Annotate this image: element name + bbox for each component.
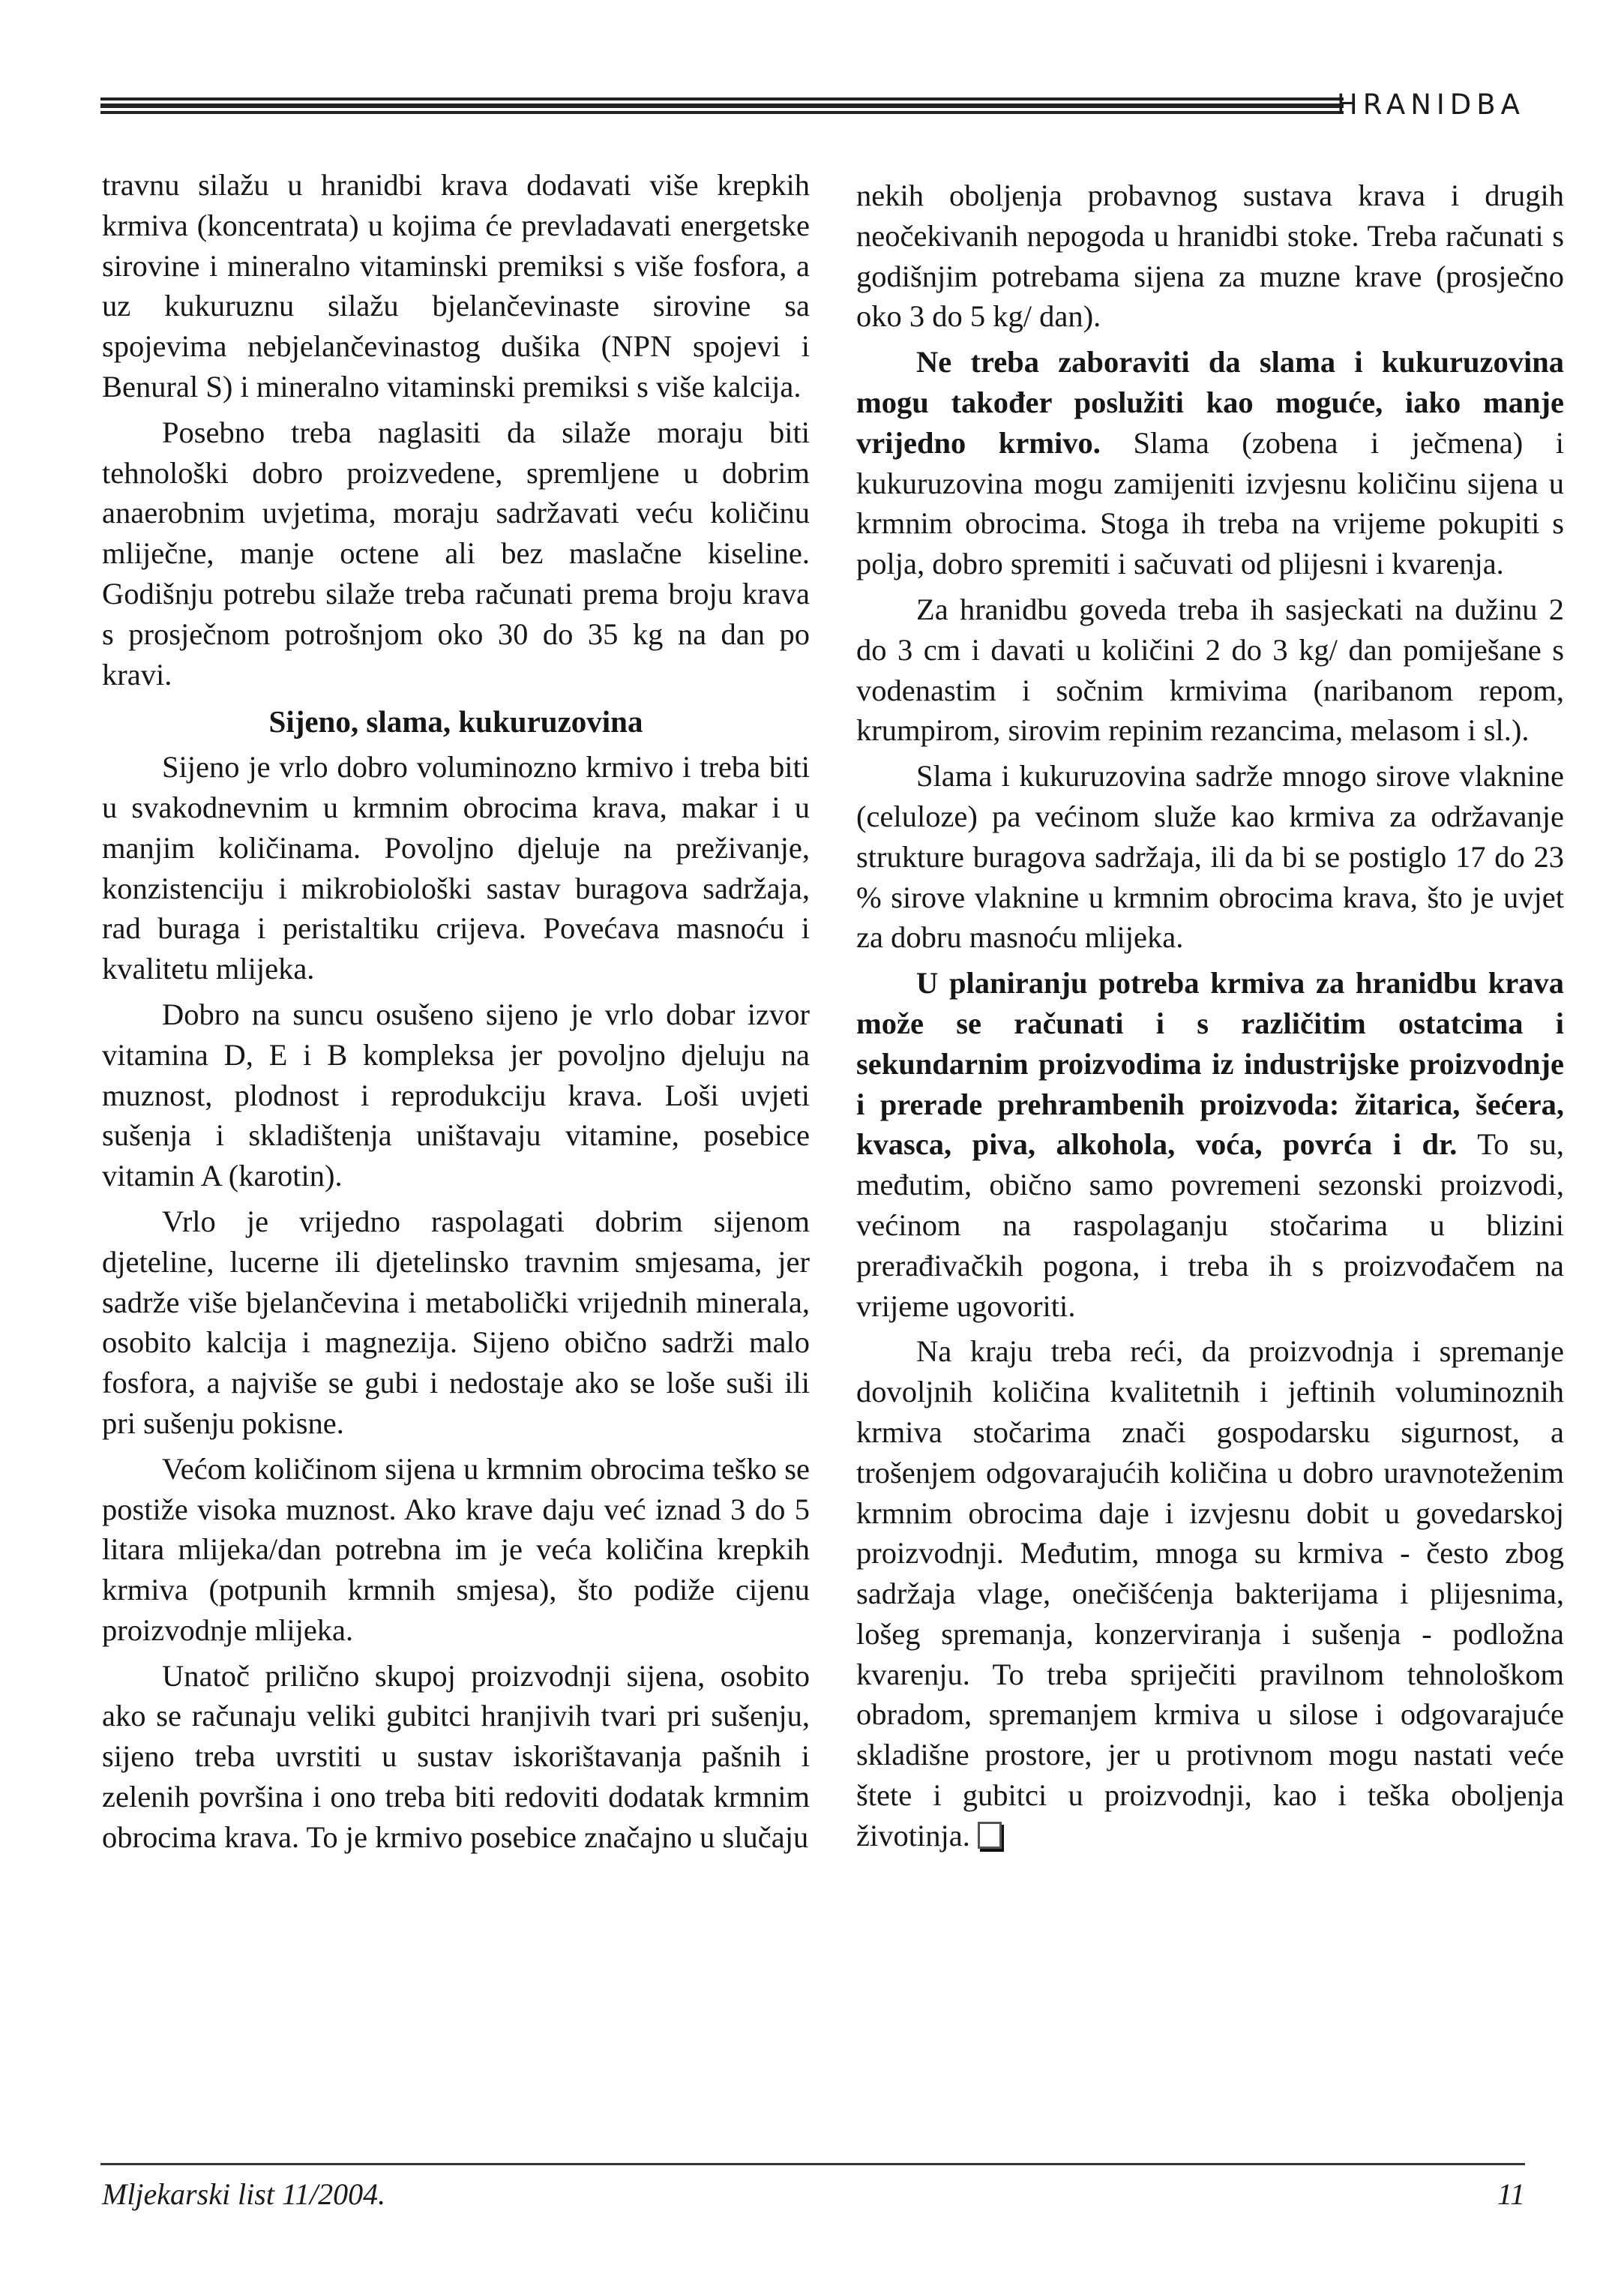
footer-rule: [100, 2163, 1525, 2165]
paragraph: Unatoč prilično skupoj proizvodnji sijena, osobito ako se računaju veliki gubitci hranjivih tvari pri sušenju, sijeno treba uvrstiti u sustav iskorištavanja pašnih i zelenih površina i ono treba biti redoviti dodatak krmnim obrocima krava. To je krmivo posebice značajno u slučaju: [102, 1658, 810, 1854]
paragraph: Vrlo je vrijedno raspolagati dobrim sijenom djeteline, lucerne ili djetelinsko travnim smjesama, jer sadrže više bjelančevina i metabolički vrijednih minerala, osobito kalcija i magnezija. Sijeno obično sadrži malo fosfora, a najviše se gubi i nedostaje ako se loše suši ili pri sušenju pokisne.: [102, 1204, 810, 1440]
bold-lead: Ne treba zaboraviti da slama i kukuruzovina mogu također poslužiti kao moguće, iako manje vrijedno krmivo.: [856, 345, 1564, 460]
end-of-article-icon: [978, 1822, 1002, 1849]
right-column: [856, 176, 1564, 1862]
paragraph: Slama i kukuruzovina sadrže mnogo sirove vlaknine (celuloze) pa većinom služe kao krmiva za održavanje strukture buragova sadržaja, ili da bi se postiglo 17 do 23 % sirove vlaknine u krmnim obrocima krava, što je uvjet za dobru masnoću mlijeka.: [856, 759, 1564, 955]
section-heading: Sijeno, slama, kukuruzovina: [268, 704, 643, 740]
left-column: [102, 165, 810, 1863]
page-header: [100, 88, 1525, 124]
header-rules: [100, 98, 1344, 117]
paragraph: Većom količinom sijena u krmnim obrocima teško se postiže visoka muznost. Ako krave daju već iznad 3 do 5 litara mlijeka/dan potrebna im je veća količina krepkih krmiva (potpunih krmnih smjesa), što podiže cijenu proizvodnje mlijeka.: [102, 1451, 810, 1647]
paragraph-final: [856, 1331, 1564, 1856]
paragraph-emphasis: [856, 342, 1564, 584]
paragraph: nekih oboljenja probavnog sustava krava i drugih neočekivanih nepogoda u hranidbi stoke. Treba računati s godišnjim potrebama sijena za muzne krave (prosječno oko 3 do 5 kg/ dan).: [856, 178, 1564, 334]
paragraph: Dobro na suncu osušeno sijeno je vrlo dobar izvor vitamina D, E i B kompleksa jer povoljno djeluju na muznost, plodnost i reprodukciju krava. Loši uvjeti sušenja i skladištenja uništavaju vitamine, posebice vitamin A (karotin).: [102, 997, 810, 1193]
bold-lead: U planiranju potreba krmiva za hranidbu krava može se računati i s različitim ostatcima i sekundarnim proizvodima iz industrijske proizvodnje i prerade prehrambenih proizvoda: žitarica, šećera, kvasca, piva, alkohola, voća, povrća i dr.: [856, 966, 1564, 1162]
paragraph-text: Slama (zobena i ječmena) i kukuruzovina mogu zamijeniti izvjesnu količinu sijena u krmnim obrocima. Stoga ih treba na vrijeme pokupiti s polja, dobro spremiti i sačuvati od plijesni i kvarenja.: [856, 425, 1565, 581]
paragraph: Za hranidbu goveda treba ih sasjeckati na dužinu 2 do 3 cm i davati u količini 2 do 3 kg/ dan pomiješane s vodenastim i sočnim krmivima (naribanom repom, krumpirom, sirovim repinim rezancima, melasom i sl.).: [856, 592, 1564, 748]
paragraph-text: Na kraju treba reći, da proizvodnja i spremanje dovoljnih količina kvalitetnih i jeftinih voluminoznih krmiva stočarima znači gospodarsku sigurnost, a trošenjem odgovarajućih količina u dobro uravnoteženim krmnim obrocima daje i izvjesnu dobit u govedarskoj proizvodnji. Međutim, mnoga su krmiva - često zbog sadržaja vlage, onečišćenja bakterijama i plijesnima, lošeg spremanja, konzerviranja i sušenja - podložna kvarenju. To treba spriječiti pravilnom tehnološkom obradom, spremanjem krmiva u silose i odgovarajuće skladišne prostore, jer u protivnom mogu nastati veće štete i gubitci u proizvodnji, kao i teška oboljenja životinja.: [856, 1334, 1564, 1852]
journal-citation: Mljekarski list 11/2004.: [102, 2177, 386, 2211]
paragraph: Posebno treba naglasiti da silaže moraju biti tehnološki dobro proizvedene, spremljene u dobrim anaerobnim uvjetima, moraju sadržavati veću količinu mliječne, manje octene ali bez maslačne kiseline. Godišnju potrebu silaže treba računati prema broju krava s prosječnom potrošnjom oko 30 do 35 kg na dan po kravi.: [102, 415, 810, 692]
paragraph-emphasis: [856, 963, 1564, 1326]
page-number: 11: [1497, 2177, 1525, 2211]
section-title: HRANIDBA: [1336, 88, 1525, 121]
paragraph-text: To su, međutim, obično samo povremeni sezonski proizvodi, većinom na raspolaganju stočarima u blizini prerađivačkih pogona, i treba ih s proizvođačem na vrijeme ugovoriti.: [856, 1127, 1564, 1323]
paragraph: travnu silažu u hranidbi krava dodavati više krepkih krmiva (koncentrata) u kojima će prevladavati energetske sirovine i mineralno vitaminski premiksi s više fosfora, a uz kukuruznu silažu bjelančevinaste sirovine sa spojevima nebjelančevinastog dušika (NPN spojevi i Benural S) i mineralno vitaminski premiksi s više kalcija.: [102, 168, 810, 404]
paragraph: Sijeno je vrlo dobro voluminozno krmivo i treba biti u svakodnevnim u krmnim obrocima krava, makar i u manjim količinama. Povoljno djeluje na preživanje, konzistenciju i mikrobiološki sastav buragova sadržaja, rad buraga i peristaltiku crijeva. Povećava masnoću i kvalitetu mlijeka.: [102, 750, 810, 986]
